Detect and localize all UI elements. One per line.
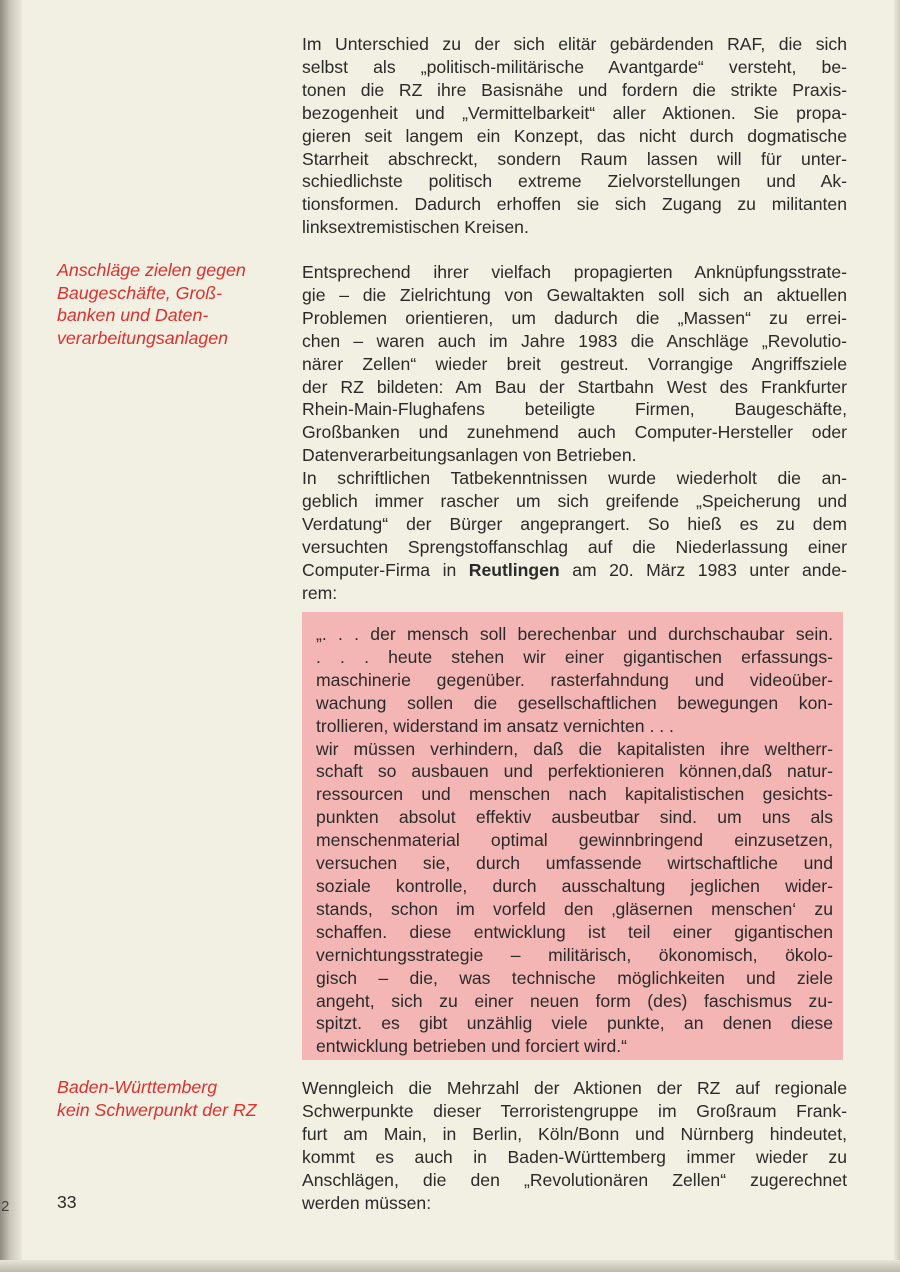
quote-line: angeht, sich zu einer neuen form (des) faschismus zu- [316, 990, 833, 1011]
quote-block [316, 623, 833, 1058]
text-line: Entsprechend ihrer vielfach propagierten Anknüpfungsstrate- [302, 262, 847, 282]
text-segment: Computer-Firma in [302, 559, 469, 580]
place-name-reutlingen: Reutlingen [468, 559, 560, 580]
quote-line: schaffen. diese entwicklung ist teil einer gigantischen [316, 921, 833, 942]
margin-note-line: Baugeschäfte, Groß- [57, 282, 223, 303]
quote-line: wachung sollen die gesellschaftlichen bewegungen kon- [316, 692, 833, 713]
page-number: 33 [57, 1192, 77, 1212]
text-line: der RZ bildeten: Am Bau der Startbahn West des Frankfurter [302, 376, 847, 397]
text-line: tionsformen. Dadurch erhoffen sie sich Zugang zu militanten [302, 194, 847, 215]
text-line [302, 559, 847, 582]
text-line: In schriftlichen Tatbekenntnissen wurde wiederholt die an- [302, 468, 847, 489]
text-line: tonen die RZ ihre Basisnähe und fordern die strikte Praxis- [302, 79, 847, 100]
quote-line: stands, schon im vorfeld den ‚gläsernen menschen‘ zu [316, 898, 833, 919]
quote-line: gisch – die, was technische möglichkeiten und ziele [316, 967, 833, 988]
text-line: rem: [302, 582, 338, 603]
quote-line: menschenmaterial optimal gewinnbringend einzusetzen, [316, 830, 833, 851]
text-line: Wenngleich die Mehrzahl der Aktionen der RZ auf regionale [302, 1078, 847, 1098]
text-line: geblich immer rascher um sich greifende „Speicherung und [302, 491, 847, 512]
quote-line: versuchen sie, durch umfassende wirtschaftliche und [316, 853, 833, 874]
quote-line: soziale kontrolle, durch ausschaltung jeglichen wider- [316, 875, 833, 896]
text-line: kommt es auch in Baden-Württemberg immer wieder zu [302, 1146, 847, 1167]
text-line: Anschlägen, die den „Revolutionären Zellen“ zugerechnet [302, 1169, 847, 1190]
paragraph-regional-focus [302, 1077, 847, 1214]
quote-line: trollieren, widerstand im ansatz vernichten . . . [316, 715, 674, 736]
page-bottom-edge [0, 1260, 900, 1272]
page-right-edge [894, 0, 900, 1272]
text-line: gie – die Zielrichtung von Gewaltakten soll sich an aktuellen [302, 284, 847, 305]
text-line: Rhein-Main-Flughafens beteiligte Firmen, Baugeschäfte, [302, 399, 847, 420]
quote-line: . . . heute stehen wir einer gigantischen erfassungs- [316, 646, 833, 667]
quote-line: punkten absolut effektiv ausbeutbar sind. um uns als [316, 807, 833, 828]
text-line: furt am Main, in Berlin, Köln/Bonn und Nürnberg hindeutet, [302, 1123, 847, 1144]
text-line: närer Zellen“ wieder breit gestreut. Vorrangige Angriffsziele [302, 353, 847, 374]
edge-mark: 2 [1, 1198, 10, 1215]
margin-note-attack-targets [57, 259, 282, 349]
text-line: Großbanken und zunehmend auch Computer-Hersteller oder [302, 422, 847, 443]
quote-line: wir müssen verhindern, daß die kapitalisten ihre weltherr- [316, 738, 833, 759]
text-line: bezogenheit und „Vermittelbarkeit“ aller Aktionen. Sie propa- [302, 102, 847, 123]
text-line: Starrheit abschreckt, sondern Raum lassen will für unter- [302, 148, 847, 169]
margin-note-line: Anschläge zielen gegen [57, 260, 246, 280]
text-line: gieren seit langem ein Konzept, das nicht durch dogmatische [302, 125, 847, 146]
quote-line: maschinerie gegenüber. rasterfahndung und videoüber- [316, 669, 833, 690]
text-line: Problemen orientieren, um dadurch die „Massen“ zu errei- [302, 307, 847, 328]
text-line: chen – waren auch im Jahre 1983 die Anschläge „Revolutio- [302, 330, 847, 351]
paragraph-raf-comparison [302, 33, 847, 239]
paragraph-attack-targets [302, 261, 847, 605]
quote-line: schaft so ausbauen und perfektionieren können,daß natur- [316, 761, 833, 782]
margin-note-line: banken und Daten- [57, 305, 209, 326]
margin-note-line: verarbeitungsanlagen [57, 327, 229, 348]
margin-note-line: kein Schwerpunkt der RZ [57, 1099, 257, 1120]
text-line: werden müssen: [302, 1192, 432, 1213]
page-gutter-shadow [0, 0, 22, 1272]
quote-line: vernichtungsstrategie – militärisch, ökonomisch, ökolo- [316, 944, 833, 965]
quote-line: entwicklung betrieben und forciert wird.“ [316, 1036, 627, 1057]
text-line: selbst als „politisch-militärische Avantgarde“ versteht, be- [302, 56, 847, 77]
quote-line: „. . . der mensch soll berechenbar und durchschaubar sein. [316, 624, 833, 644]
margin-note-baden-wuerttemberg [57, 1076, 282, 1121]
text-segment: am 20. März 1983 unter ande- [559, 559, 847, 580]
text-line: Verdatung“ der Bürger angeprangert. So hieß es zu dem [302, 513, 847, 534]
margin-note-line: Baden-Württemberg [57, 1077, 218, 1097]
text-line: linksextremistischen Kreisen. [302, 217, 529, 238]
text-line: Schwerpunkte dieser Terroristengruppe im Großraum Frank- [302, 1100, 847, 1121]
text-line: schiedlichste politisch extreme Zielvorstellungen und Ak- [302, 171, 847, 192]
text-line: Im Unterschied zu der sich elitär gebärdenden RAF, die sich [302, 34, 847, 54]
quote-line: ressourcen und menschen nach kapitalistischen gesichts- [316, 784, 833, 805]
quote-line: spitzt. es gibt unzählig viele punkte, an denen diese [316, 1013, 833, 1034]
text-line: versuchten Sprengstoffanschlag auf die Niederlassung einer [302, 536, 847, 557]
text-line: Datenverarbeitungsanlagen von Betrieben. [302, 445, 637, 466]
